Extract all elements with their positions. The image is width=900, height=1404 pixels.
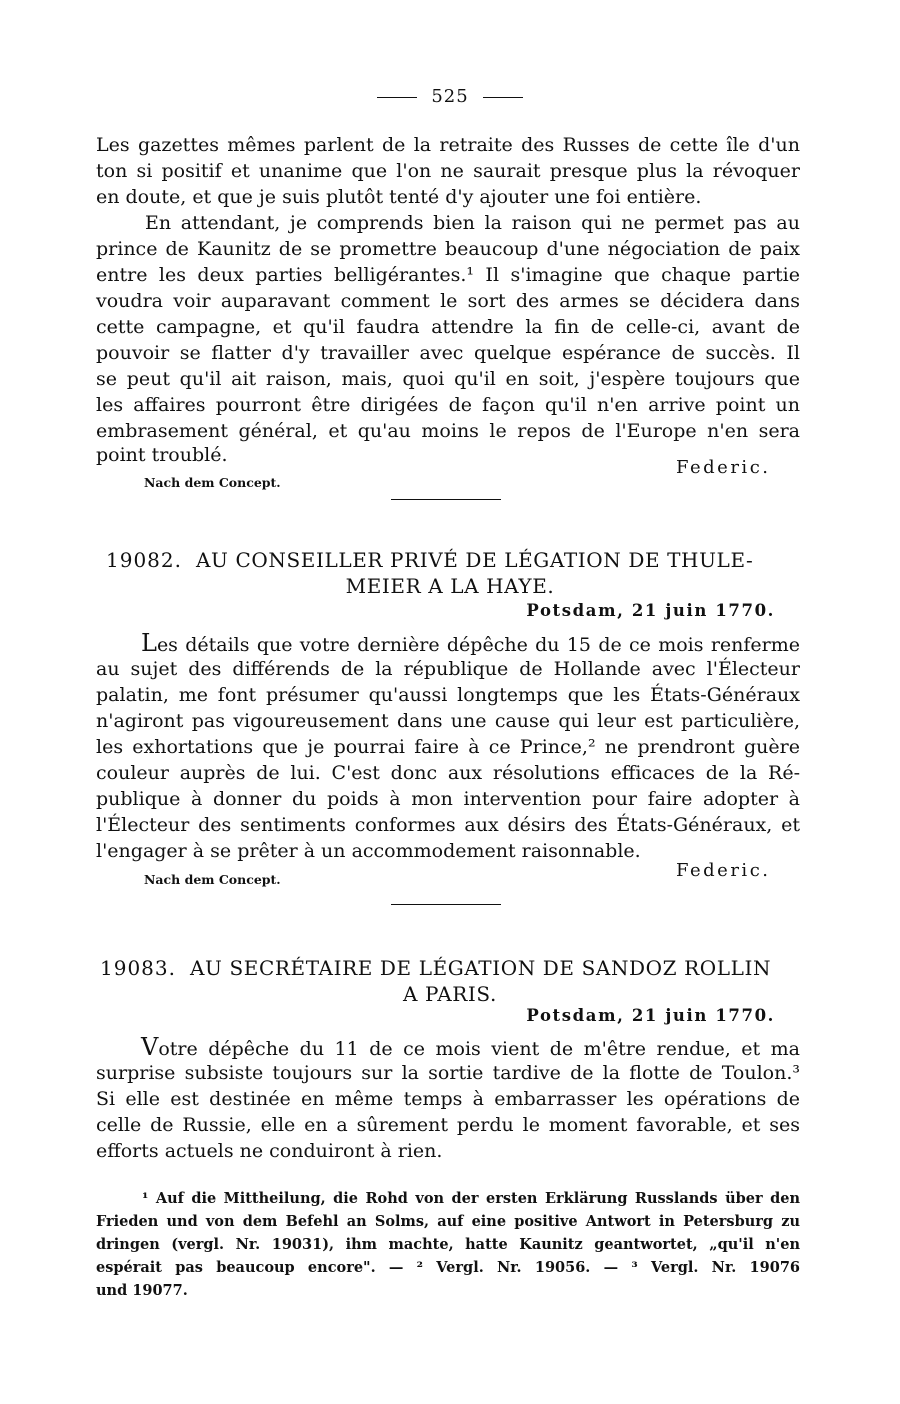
letter-heading bbox=[106, 548, 753, 572]
text-line: voudra voir auparavant comment le sort des armes se décidera dans bbox=[96, 290, 800, 312]
text-line: prince de Kaunitz de se promettre beaucoup d'une négociation de paix bbox=[96, 238, 800, 260]
text-line: entre les deux parties belligérantes.¹ Il s'imagine que chaque partie bbox=[96, 264, 800, 286]
heading-line-1: AU SECRÉTAIRE DE LÉGATION DE SANDOZ ROLLIN bbox=[189, 956, 772, 980]
page-number: 525 bbox=[431, 86, 469, 107]
text-line: palatin, me font présumer qu'aussi longtemps que les États-Généraux bbox=[96, 684, 800, 706]
header-dash-right bbox=[483, 97, 523, 98]
text-line: pouvoir se flatter d'y travailler avec quelque espérance de succès. Il bbox=[96, 342, 800, 364]
letter-number: 19082. bbox=[106, 548, 182, 572]
letter-heading bbox=[100, 956, 771, 980]
heading-line-2: A PARIS. bbox=[403, 982, 497, 1006]
text-line: En attendant, je comprends bien la raison qui ne permet pas au bbox=[145, 212, 800, 234]
text-line: les affaires pourront être dirigées de façon qu'il n'en arrive point un bbox=[96, 394, 800, 416]
footnote-line: espérait pas beaucoup encore". — ² Vergl. Nr. 19056. — ³ Vergl. Nr. 19076 bbox=[96, 1259, 800, 1276]
letter-date: Potsdam, 21 juin 1770. bbox=[526, 1006, 775, 1025]
footnote-line: Frieden und von dem Befehl an Solms, auf eine positive Antwort in Petersburg zu bbox=[96, 1213, 800, 1230]
text-line: celle de Russie, elle en a sûrement perdu le moment favorable, et ses bbox=[96, 1114, 800, 1136]
page-header bbox=[0, 86, 900, 107]
footnote-line: und 19077. bbox=[96, 1282, 188, 1299]
text-line: l'Électeur des sentiments conformes aux désirs des États-Généraux, et bbox=[96, 814, 800, 836]
text-line bbox=[141, 630, 800, 656]
text-line bbox=[141, 1034, 800, 1060]
initial-letter: L bbox=[141, 629, 157, 657]
signature: Federic. bbox=[676, 860, 771, 881]
section-divider bbox=[391, 904, 501, 905]
text-line: les exhortations que je pourrai faire à ce Prince,² ne prendront guère bbox=[96, 736, 800, 758]
header-dash-left bbox=[377, 97, 417, 98]
text-line: l'engager à se prêter à un accommodement raisonnable. bbox=[96, 840, 641, 862]
text-line: Si elle est destinée en même temps à embarrasser les opérations de bbox=[96, 1088, 800, 1110]
source-note: Nach dem Concept. bbox=[144, 475, 281, 490]
text-line: surprise subsiste toujours sur la sortie tardive de la flotte de Toulon.³ bbox=[96, 1062, 800, 1084]
initial-letter: V bbox=[141, 1033, 159, 1061]
heading-line-2: MEIER A LA HAYE. bbox=[345, 574, 555, 598]
text-line: Les gazettes mêmes parlent de la retraite des Russes de cette île d'un bbox=[96, 134, 800, 156]
text-line: cette campagne, et qu'il faudra attendre la fin de celle-ci, avant de bbox=[96, 316, 800, 338]
text-line: se peut qu'il ait raison, mais, quoi qu'il en soit, j'espère toujours que bbox=[96, 368, 800, 390]
text-line: n'agiront pas vigoureusement dans une cause qui leur est particulière, bbox=[96, 710, 800, 732]
signature: Federic. bbox=[676, 457, 771, 478]
section-divider bbox=[391, 499, 501, 500]
text-line: publique à donner du poids à mon intervention pour faire adopter à bbox=[96, 788, 800, 810]
heading-line-1: AU CONSEILLER PRIVÉ DE LÉGATION DE THULE- bbox=[195, 548, 754, 572]
text-line: ton si positif et unanime que l'on ne saurait presque plus la révoquer bbox=[96, 160, 800, 182]
text-line: embrasement général, et qu'au moins le repos de l'Europe n'en sera bbox=[96, 420, 800, 442]
text-line: au sujet des différends de la république de Hollande avec l'Électeur bbox=[96, 658, 800, 680]
text-line: efforts actuels ne conduiront à rien. bbox=[96, 1140, 443, 1162]
footnote-line: ¹ Auf die Mittheilung, die Rohd von der ersten Erklärung Russlands über den bbox=[142, 1190, 800, 1207]
text-line: point troublé. bbox=[96, 444, 228, 466]
text-line-rest: otre dépêche du 11 de ce mois vient de m'être rendue, et ma bbox=[158, 1038, 800, 1060]
text-line: en doute, et que je suis plutôt tenté d'y ajouter une foi entière. bbox=[96, 186, 702, 208]
letter-date: Potsdam, 21 juin 1770. bbox=[526, 601, 775, 620]
text-line-rest: es détails que votre dernière dépêche du 15 de ce mois renferme bbox=[156, 634, 800, 656]
source-note: Nach dem Concept. bbox=[144, 872, 281, 887]
footnote-line: dringen (vergl. Nr. 19031), ihm machte, hatte Kaunitz geantwortet, „qu'il n'en bbox=[96, 1236, 800, 1253]
letter-number: 19083. bbox=[100, 956, 176, 980]
text-line: couleur auprès de lui. C'est donc aux résolutions efficaces de la Ré- bbox=[96, 762, 800, 784]
